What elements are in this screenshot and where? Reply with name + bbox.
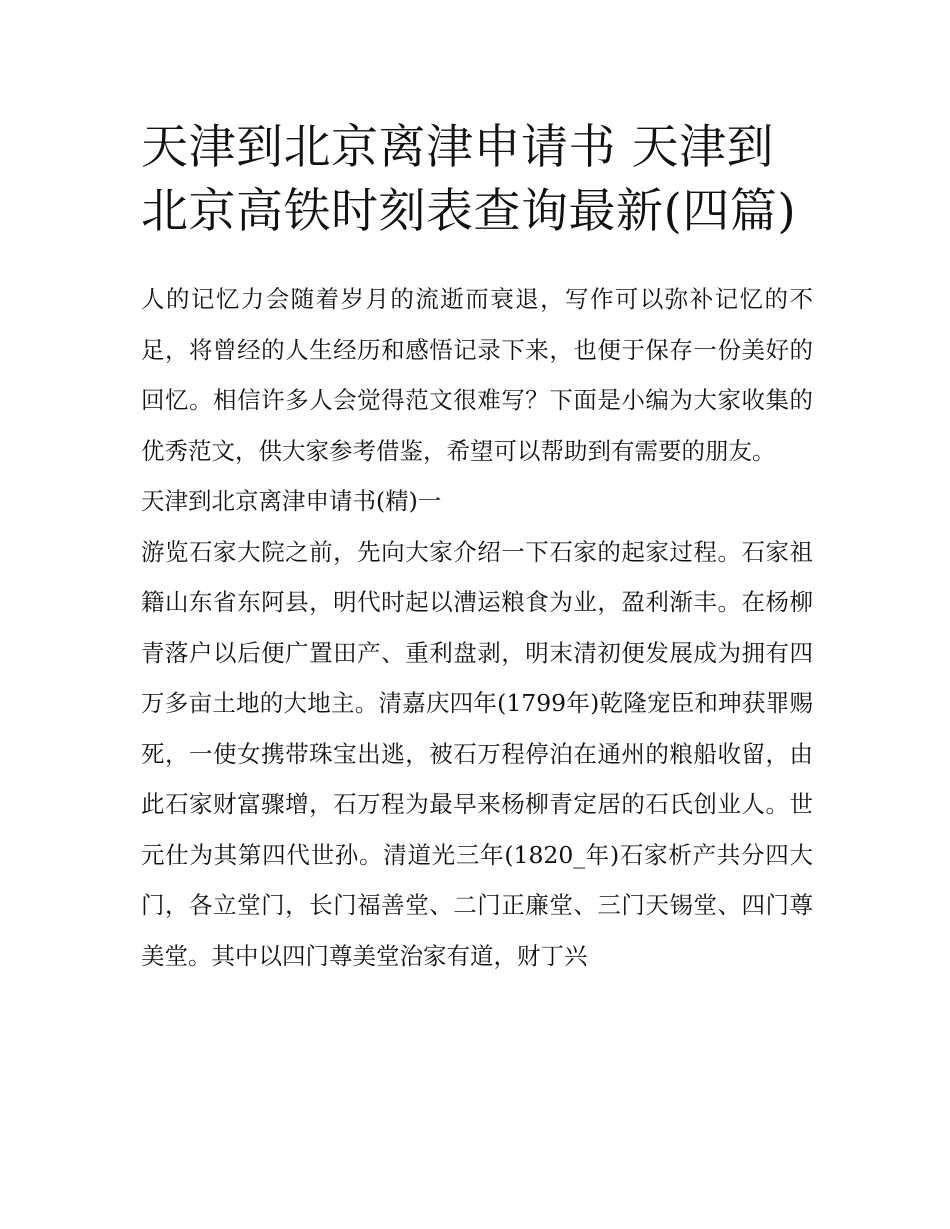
intro-paragraph: 人的记忆力会随着岁月的流逝而衰退，写作可以弥补记忆的不足，将曾经的人生经历和感悟记录下来，也便于保存一份美好的回忆。相信许多人会觉得范文很难写？下面是小编为大家收集的优秀范文，供大家参考借鉴，希望可以帮助到有需要的朋友。 xyxy=(141,285,813,465)
section-heading: 天津到北京离津申请书(精)一 xyxy=(141,487,442,515)
document-content xyxy=(141,116,813,981)
body-paragraph: 游览石家大院之前，先向大家介绍一下石家的起家过程。石家祖籍山东省东阿县，明代时起以漕运粮食为业，盈利渐丰。在杨柳青落户以后便广置田产、重利盘剥，明末清初便发展成为拥有四万多亩土地的大地主。清嘉庆四年(1799年)乾隆宠臣和珅获罪赐死，一使女携带珠宝出逃，被石万程停泊在通州的粮船收留，由此石家财富骤增，石万程为最早来杨柳青定居的石氏创业人。世元仕为其第四代世孙。清道光三年(1820_年)石家析产共分四大门，各立堂门，长门福善堂、二门正廉堂、三门天锡堂、四门尊美堂。其中以四门尊美堂治家有道，财丁兴 xyxy=(141,537,813,970)
document-title: 天津到北京离津申请书 天津到北京高铁时刻表查询最新(四篇) xyxy=(141,120,797,239)
